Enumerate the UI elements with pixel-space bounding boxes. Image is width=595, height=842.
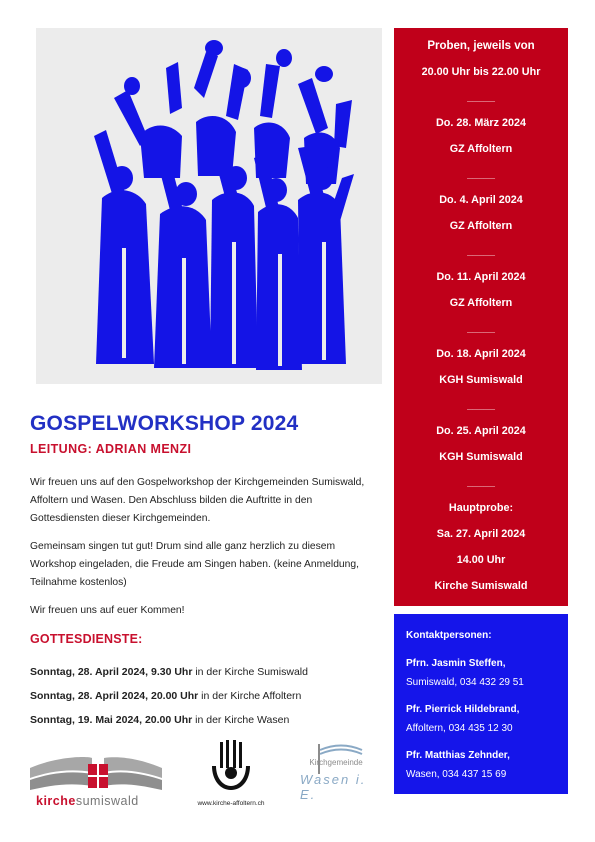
church-roof-logo-icon	[28, 748, 164, 792]
candle-bowl-logo-icon	[206, 740, 256, 798]
dress-rehearsal-time: 14.00 Uhr	[456, 554, 506, 566]
service-date: Sonntag, 28. April 2024, 20.00 Uhr	[30, 690, 199, 702]
rehearsal-place: GZ Affoltern	[449, 220, 513, 232]
contact-name: Pfr. Matthias Zehnder,	[406, 750, 510, 761]
dress-rehearsal-place: Kirche Sumiswald	[434, 580, 528, 592]
rehearsal-date: Do. 18. April 2024	[436, 348, 526, 360]
service-date: Sonntag, 28. April 2024, 9.30 Uhr	[30, 666, 193, 678]
dress-rehearsal-label: Hauptprobe:	[448, 502, 514, 514]
gospel-choir-illustration	[36, 28, 382, 384]
separator: _____	[467, 169, 495, 180]
rehearsal-header: Proben, jeweils von	[427, 40, 535, 52]
contact-detail: Wasen, 034 437 15 69	[406, 769, 507, 780]
service-place: in der Kirche Affoltern	[198, 690, 302, 702]
kirche-sumiswald-logo	[28, 748, 164, 810]
logo-line-2: Wasen i. E.	[300, 772, 367, 802]
contact-person	[406, 654, 524, 692]
kirche-affoltern-logo	[196, 740, 266, 810]
service-place: in der Kirche Wasen	[192, 714, 290, 726]
separator: _____	[467, 323, 495, 334]
contact-detail: Sumiswald, 034 432 29 51	[406, 677, 524, 688]
contact-person	[406, 746, 510, 784]
contact-name: Pfrn. Jasmin Steffen,	[406, 658, 506, 669]
rehearsal-panel	[394, 28, 568, 606]
separator: _____	[467, 246, 495, 257]
kirchgemeinde-wasen-logo	[290, 744, 382, 808]
rehearsal-date: Do. 11. April 2024	[436, 271, 526, 283]
service-date: Sonntag, 19. Mai 2024, 20.00 Uhr	[30, 714, 193, 726]
workshop-leader: LEITUNG: ADRIAN MENZI	[30, 442, 192, 456]
contact-title: Kontaktpersonen:	[406, 630, 492, 641]
intro-paragraph: Wir freuen uns auf den Gospelworkshop der Kirchgemeinden Sumiswald, Affoltern und Wasen. Den Abschluss bilden die Auftritte in den Gottesdiensten dieser Kirchgemeinden.	[30, 477, 365, 524]
service-item	[30, 664, 390, 688]
invitation-paragraph: Gemeinsam singen tut gut! Drum sind alle ganz herzlich zu diesem Workshop eingeladen, die Freude am Singen haben. (keine Anmeldung, Teilnahme kostenlos)	[30, 541, 359, 588]
contact-person	[406, 700, 519, 738]
contact-name: Pfr. Pierrick Hildebrand,	[406, 704, 520, 715]
rehearsal-date: Do. 28. März 2024	[435, 117, 527, 129]
rehearsal-place: KGH Sumiswald	[439, 374, 523, 386]
separator: _____	[467, 400, 495, 411]
dress-rehearsal-date: Sa. 27. April 2024	[436, 528, 526, 540]
rehearsal-place: KGH Sumiswald	[439, 451, 523, 463]
service-item	[30, 688, 390, 712]
contact-detail: Affoltern, 034 435 12 30	[406, 723, 513, 734]
gospel-choir-silhouette-icon	[36, 28, 382, 384]
services-list	[30, 664, 390, 736]
service-place: in der Kirche Sumiswald	[192, 666, 308, 678]
rehearsal-date: Do. 25. April 2024	[436, 425, 526, 437]
separator: _____	[467, 92, 495, 103]
rehearsal-time: 20.00 Uhr bis 22.00 Uhr	[421, 66, 541, 78]
contact-panel	[394, 614, 568, 794]
services-title: GOTTESDIENSTE:	[30, 632, 143, 646]
closing-paragraph: Wir freuen uns auf euer Kommen!	[30, 605, 185, 616]
service-item	[30, 712, 390, 736]
rehearsal-place: GZ Affoltern	[449, 143, 513, 155]
rehearsal-place: GZ Affoltern	[449, 297, 513, 309]
logo-line-1: Kirchgemeinde	[309, 758, 363, 767]
page-title: GOSPELWORKSHOP 2024	[30, 412, 299, 435]
logo-caption: www.kirche-affoltern.ch	[197, 800, 265, 807]
separator: _____	[467, 477, 495, 488]
logo-wordmark: kirchesumiswald	[36, 794, 139, 808]
rehearsal-date: Do. 4. April 2024	[439, 194, 523, 206]
